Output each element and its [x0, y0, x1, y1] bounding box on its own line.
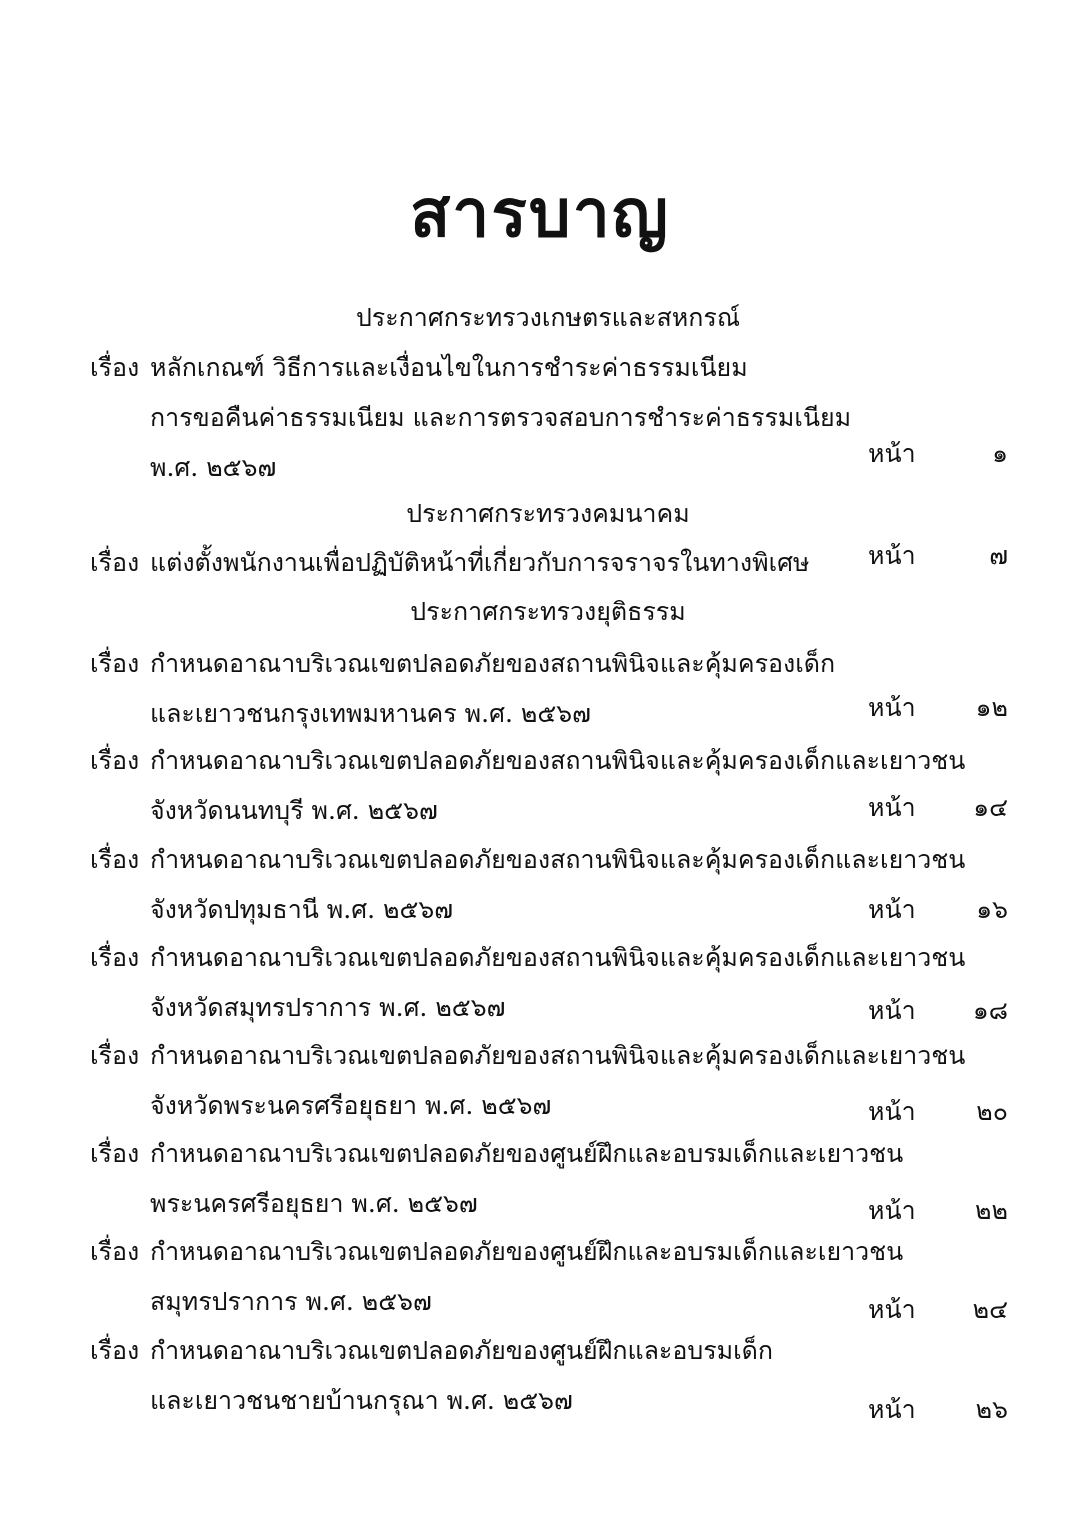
- page-label: หน้า: [868, 895, 916, 924]
- entry-title-line: พ.ศ. ๒๕๖๗: [150, 453, 277, 482]
- page-label: หน้า: [868, 439, 916, 468]
- page-label: หน้า: [868, 1097, 916, 1126]
- entry-title-line: หลักเกณฑ์ วิธีการและเงื่อนไขในการชำระค่าธรรมเนียม: [150, 353, 748, 382]
- page-label: หน้า: [868, 793, 916, 822]
- entry-title-line: กำหนดอาณาบริเวณเขตปลอดภัยของศูนย์ฝึกและอบรมเด็กและเยาวชน: [150, 1237, 904, 1266]
- entry-title-line: กำหนดอาณาบริเวณเขตปลอดภัยของสถานพินิจและคุ้มครองเด็ก: [150, 649, 836, 678]
- entry-title-line: พระนครศรีอยุธยา พ.ศ. ๒๕๖๗: [150, 1189, 478, 1218]
- entry-title-line: จังหวัดปทุมธานี พ.ศ. ๒๕๖๗: [150, 895, 454, 924]
- entry-title-line: และเยาวชนชายบ้านกรุณา พ.ศ. ๒๕๖๗: [150, 1386, 573, 1415]
- page-title: สารบาญ: [410, 174, 670, 252]
- section-heading: ประกาศกระทรวงคมนาคม: [406, 499, 690, 528]
- page-number: ๑๔: [973, 793, 1008, 822]
- entry-label: เรื่อง: [90, 1139, 140, 1168]
- page-number: ๑๘: [972, 996, 1008, 1025]
- page-number: ๒๔: [972, 1295, 1008, 1324]
- entry-label: เรื่อง: [90, 1336, 140, 1365]
- entry-label: เรื่อง: [90, 943, 140, 972]
- entry-title-line: การขอคืนค่าธรรมเนียม และการตรวจสอบการชำระค่าธรรมเนียม: [150, 403, 852, 432]
- entry-title-line: กำหนดอาณาบริเวณเขตปลอดภัยของสถานพินิจและคุ้มครองเด็กและเยาวชน: [150, 746, 966, 775]
- entry-title-line: กำหนดอาณาบริเวณเขตปลอดภัยของศูนย์ฝึกและอบรมเด็ก: [150, 1336, 774, 1365]
- entry-title-line: กำหนดอาณาบริเวณเขตปลอดภัยของสถานพินิจและคุ้มครองเด็กและเยาวชน: [150, 1041, 966, 1070]
- page-number: ๑: [992, 439, 1008, 468]
- page-label: หน้า: [868, 1196, 916, 1225]
- entry-title-line: สมุทรปราการ พ.ศ. ๒๕๖๗: [150, 1287, 432, 1316]
- page-number: ๑๖: [976, 895, 1008, 924]
- entry-title-line: จังหวัดพระนครศรีอยุธยา พ.ศ. ๒๕๖๗: [150, 1091, 552, 1120]
- page-label: หน้า: [868, 1395, 916, 1424]
- page-label: หน้า: [868, 1295, 916, 1324]
- page-label: หน้า: [868, 693, 916, 722]
- section-heading: ประกาศกระทรวงยุติธรรม: [410, 597, 686, 626]
- entry-label: เรื่อง: [90, 649, 140, 678]
- entry-title-line: และเยาวชนกรุงเทพมหานคร พ.ศ. ๒๕๖๗: [150, 699, 591, 728]
- entry-title-line: กำหนดอาณาบริเวณเขตปลอดภัยของสถานพินิจและคุ้มครองเด็กและเยาวชน: [150, 845, 966, 874]
- page-number: ๒๖: [975, 1395, 1008, 1424]
- entry-title-line: กำหนดอาณาบริเวณเขตปลอดภัยของสถานพินิจและคุ้มครองเด็กและเยาวชน: [150, 943, 966, 972]
- page-number: ๗: [989, 541, 1008, 570]
- entry-label: เรื่อง: [90, 548, 140, 577]
- entry-title-line: จังหวัดสมุทรปราการ พ.ศ. ๒๕๖๗: [150, 993, 506, 1022]
- entry-title-line: กำหนดอาณาบริเวณเขตปลอดภัยของศูนย์ฝึกและอบรมเด็กและเยาวชน: [150, 1139, 904, 1168]
- entry-label: เรื่อง: [90, 1237, 140, 1266]
- page-number: ๒๒: [975, 1196, 1008, 1225]
- entry-label: เรื่อง: [90, 1041, 140, 1070]
- page-label: หน้า: [868, 996, 916, 1025]
- entry-label: เรื่อง: [90, 353, 140, 382]
- page-label: หน้า: [868, 541, 916, 570]
- page-number: ๒๐: [976, 1097, 1008, 1126]
- section-heading: ประกาศกระทรวงเกษตรและสหกรณ์: [355, 303, 741, 332]
- entry-label: เรื่อง: [90, 845, 140, 874]
- entry-title-line: แต่งตั้งพนักงานเพื่อปฏิบัติหน้าที่เกี่ยวกับการจราจรในทางพิเศษ: [150, 548, 810, 577]
- entry-title-line: จังหวัดนนทบุรี พ.ศ. ๒๕๖๗: [150, 796, 438, 825]
- page-number: ๑๒: [975, 693, 1008, 722]
- entry-label: เรื่อง: [90, 746, 140, 775]
